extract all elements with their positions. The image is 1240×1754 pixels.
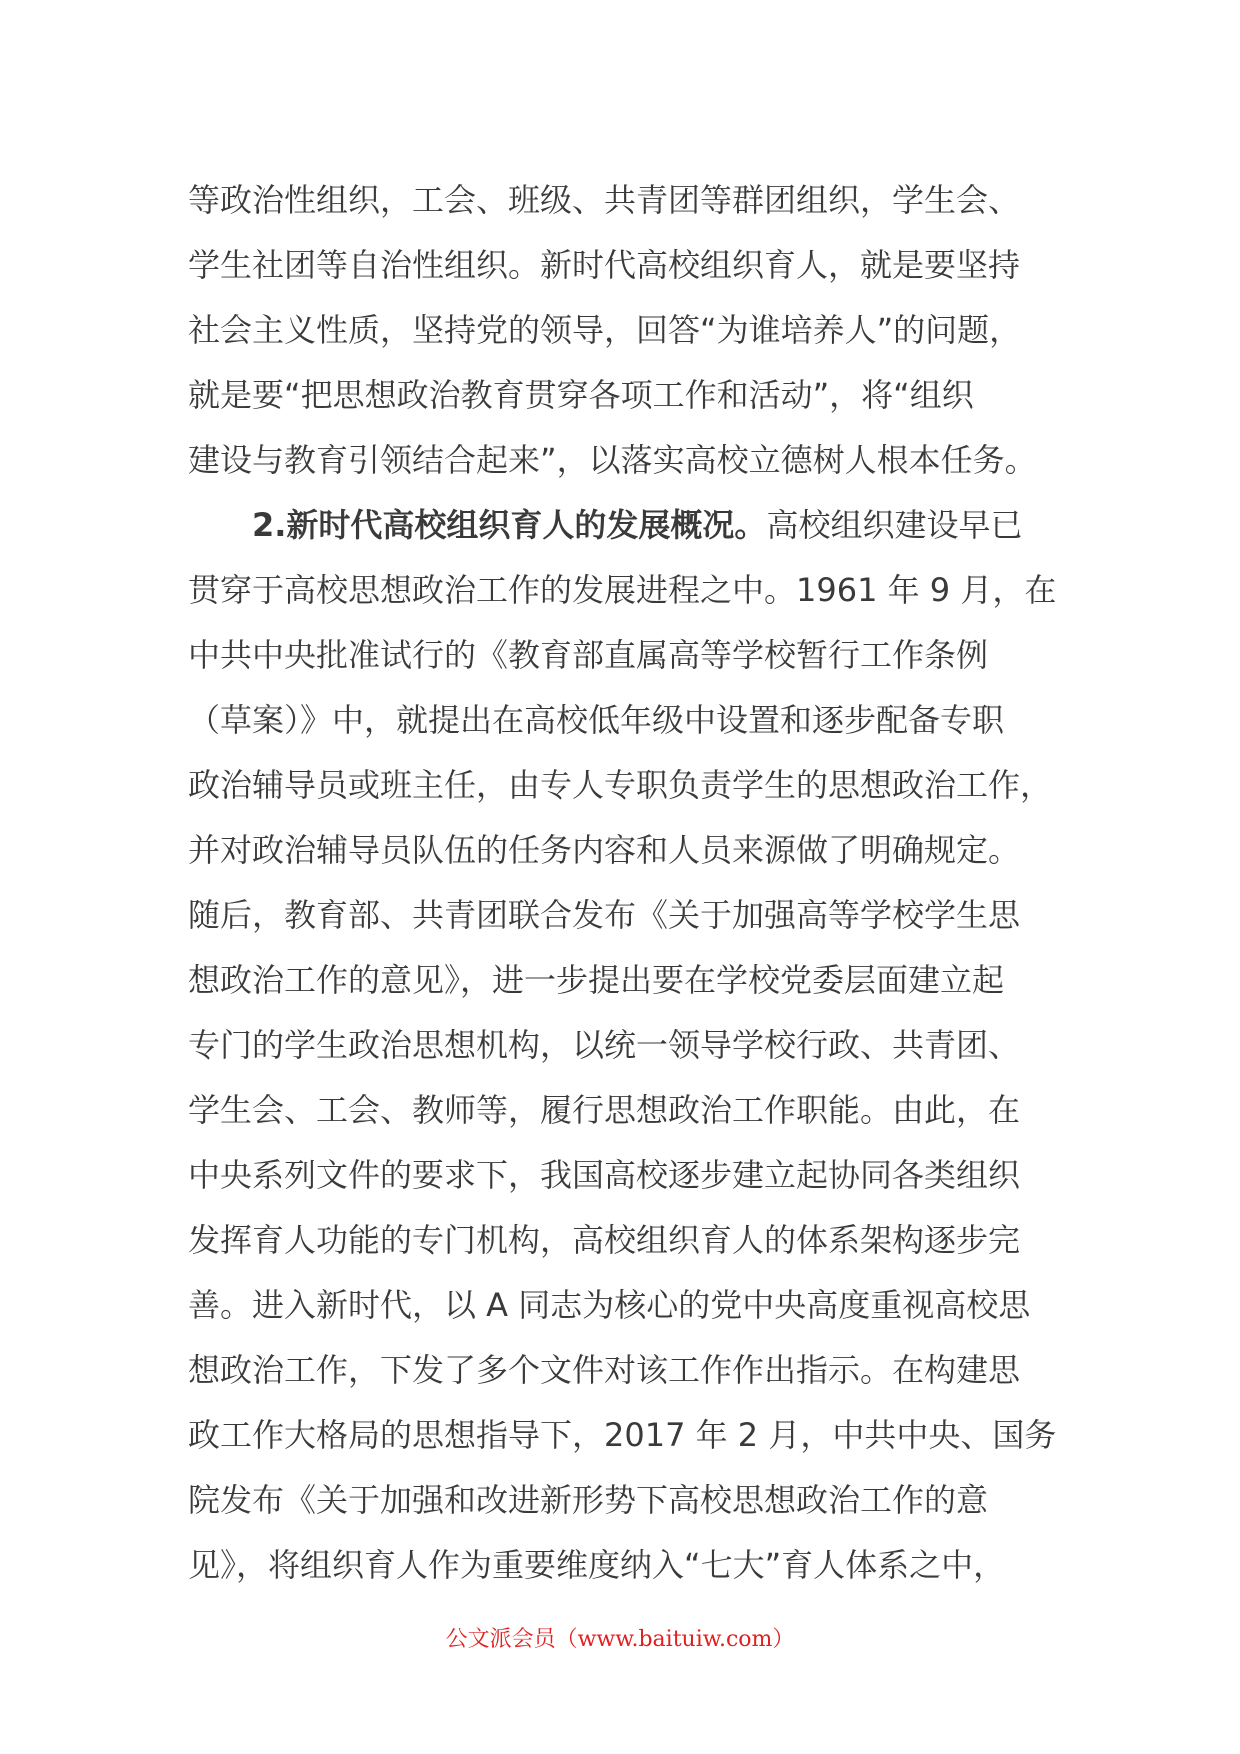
document-body <box>188 168 1068 1598</box>
body-line: 学生会、工会、教师等，履行思想政治工作职能。由此，在 <box>188 1091 1021 1129</box>
body-line: 并对政治辅导员队伍的任务内容和人员来源做了明确规定。 <box>188 831 1021 869</box>
body-line: 学生社团等自治性组织。新时代高校组织育人，就是要坚持 <box>188 246 1021 284</box>
body-line: 等政治性组织，工会、班级、共青团等群团组织，学生会、 <box>188 181 1021 219</box>
body-line: 中央系列文件的要求下，我国高校逐步建立起协同各类组织 <box>188 1156 1021 1194</box>
body-line: 随后，教育部、共青团联合发布《关于加强高等学校学生思 <box>188 896 1021 934</box>
body-line: 贯穿于高校思想政治工作的发展进程之中。1961 年 9 月，在 <box>188 571 1057 609</box>
body-line: 建设与教育引领结合起来”，以落实高校立德树人根本任务。 <box>188 441 1037 479</box>
body-line: 院发布《关于加强和改进新形势下高校思想政治工作的意 <box>188 1481 989 1519</box>
section-2-first-line <box>188 493 1068 558</box>
footer-watermark: 公文派会员（www.baituiw.com） <box>445 1627 795 1652</box>
body-line: 想政治工作，下发了多个文件对该工作作出指示。在构建思 <box>188 1351 1021 1389</box>
body-line: 专门的学生政治思想机构，以统一领导学校行政、共青团、 <box>188 1026 1021 1064</box>
body-line: （草案）》中，就提出在高校低年级中设置和逐步配备专职 <box>188 701 1005 739</box>
body-line: 想政治工作的意见》，进一步提出要在学校党委层面建立起 <box>188 961 1005 999</box>
section-2-first-line-text: 高校组织建设早已 <box>766 506 1023 544</box>
body-line: 善。进入新时代，以 A 同志为核心的党中央高度重视高校思 <box>188 1286 1031 1324</box>
body-line: 政工作大格局的思想指导下，2017 年 2 月，中共中央、国务 <box>188 1416 1057 1454</box>
body-line: 见》，将组织育人作为重要维度纳入“七大”育人体系之中， <box>188 1546 1006 1584</box>
body-line: 中共中央批准试行的《教育部直属高等学校暂行工作条例 <box>188 636 989 674</box>
body-line: 就是要“把思想政治教育贯穿各项工作和活动”，将“组织 <box>188 376 974 414</box>
body-line: 社会主义性质，坚持党的领导，回答“为谁培养人”的问题， <box>188 311 1022 349</box>
body-line: 政治辅导员或班主任，由专人专职负责学生的思想政治工作， <box>188 766 1053 804</box>
body-line: 发挥育人功能的专门机构，高校组织育人的体系架构逐步完 <box>188 1221 1021 1259</box>
section-2-heading: 2.新时代高校组织育人的发展概况。 <box>252 506 767 544</box>
